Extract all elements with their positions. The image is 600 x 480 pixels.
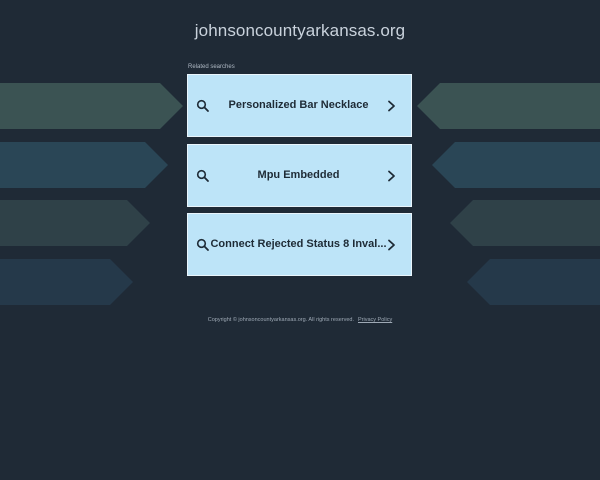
related-search-link-2[interactable] [187,144,412,207]
search-icon [196,169,210,183]
related-search-link-3[interactable] [187,213,412,276]
related-search-label: Mpu Embedded [257,169,340,181]
decorative-arrow-left-4 [0,259,133,305]
decorative-arrow-right-1 [417,83,600,129]
search-icon [196,238,210,252]
privacy-policy-link[interactable]: Privacy Policy [357,317,393,323]
copyright-text: Copyright © johnsoncountyarkansas.org. All rights reserved. [207,317,354,323]
decorative-arrow-right-4 [467,259,600,305]
domain-title: johnsoncountyarkansas.org [194,21,406,40]
chevron-right-icon [387,100,396,112]
related-search-label: Connect Rejected Status 8 Inval... [210,238,387,250]
decorative-arrow-left-1 [0,83,183,129]
related-search-label: Personalized Bar Necklace [228,99,369,111]
chevron-right-icon [387,170,396,182]
footer [0,317,600,323]
search-icon [196,99,210,113]
related-searches-label: Related searches [188,64,235,70]
decorative-arrow-right-2 [432,142,600,188]
chevron-right-icon [387,239,396,251]
decorative-arrow-left-3 [0,200,150,246]
decorative-arrow-left-2 [0,142,168,188]
related-search-link-1[interactable] [187,74,412,137]
decorative-arrow-right-3 [450,200,600,246]
